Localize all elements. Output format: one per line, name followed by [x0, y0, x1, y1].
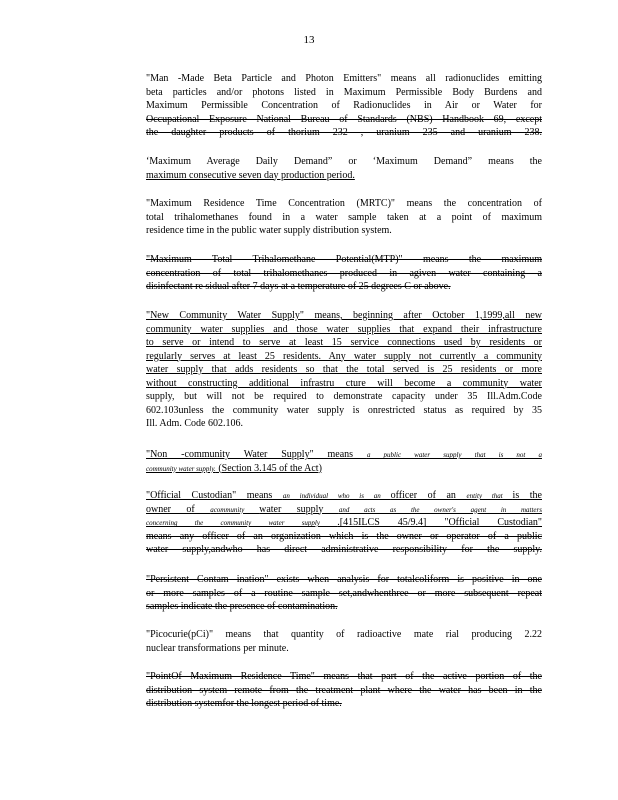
definition-text-segment: water supply,andwho has direct administrative responsibility for the supply.	[146, 544, 542, 555]
definition-text-segment: "Man -Made Beta Particle and Photon Emitters" means all radionuclides emitting	[146, 73, 542, 84]
definition-line	[146, 169, 542, 183]
definition-text-segment: a public water supply that is not a	[366, 451, 542, 459]
definition-text-segment: "Non -community Water Supply" means	[146, 449, 367, 460]
definition-line	[146, 448, 542, 462]
definition-line	[146, 350, 542, 364]
definition-text-segment: water supply	[259, 503, 339, 515]
definition-man-made-beta	[146, 72, 542, 140]
definition-line	[146, 72, 542, 86]
definition-line	[146, 309, 542, 323]
definition-text-segment: "Picocurie(pCi)" means that quantity of radioactive mate rial producing 2.22	[146, 629, 542, 640]
definition-text-segment: distribution system remote from the treatment plant where the water has been in the	[146, 684, 542, 696]
definition-text-segment: and acts as the owner's agent in matters	[338, 505, 542, 514]
page-number: 13	[303, 34, 315, 46]
definition-text-segment: .[415ILCS 45/9.4] "Official Custodian"	[337, 517, 542, 528]
definition-line	[146, 99, 542, 113]
definition-line	[146, 587, 542, 601]
definition-line	[146, 323, 542, 337]
definition-line	[146, 336, 542, 350]
definition-line	[146, 600, 542, 614]
definition-text-segment: Occupational Exposure National Bureau of Standards (NBS) Handbook 69, except	[146, 113, 542, 125]
definition-text-segment: nuclear transformations per minute.	[146, 642, 289, 654]
definition-text-segment: or more samples of a routine sample set,andwhenthree or more subsequent repeat	[146, 587, 542, 599]
definition-text-segment: total trihalomethanes found in a water sample taken at a point of maximum	[146, 211, 542, 223]
definition-line	[146, 417, 542, 431]
definition-text-segment: means any officer of an organization which is the owner or operator of a public	[146, 530, 542, 542]
definition-text-segment: disinfectant re sidual after 7 days at a temperature of 25 degrees C or above.	[146, 281, 451, 292]
definition-text-segment: regularly serves at least 25 residents. Any water supply not currently a community	[146, 350, 542, 362]
definition-line	[146, 462, 542, 476]
definition-new-community-water-supply	[146, 309, 542, 431]
definition-line	[146, 197, 542, 211]
definition-text-segment: "Official Custodian" means	[146, 490, 283, 501]
definition-line	[146, 155, 542, 169]
definition-text-segment: "New Community Water Supply" means, beginning after October 1,1999,all new	[146, 310, 542, 321]
definition-text-segment: concentration of total trihalomethanes produced in agiven water containing a	[146, 267, 542, 279]
definition-text-segment: officer of an	[390, 490, 467, 501]
definition-text-segment: water supply that adds residents so that the total served is 25 residents or more	[146, 364, 542, 375]
definition-maximum-average-daily-demand	[146, 155, 542, 182]
definition-text-segment: "Maximum Total Trihalomethane Potential(MTP)" means the maximum	[146, 254, 542, 265]
definition-line	[146, 377, 542, 391]
definition-line	[146, 697, 542, 711]
definition-text-segment: Ill. Adm. Code 602.106.	[146, 418, 243, 429]
definition-text-segment: owner of	[146, 503, 211, 515]
definition-text-segment: distribution systemfor the longest period of time.	[146, 698, 342, 709]
definition-line	[146, 503, 542, 517]
definition-text-segment: community water supply.	[146, 464, 216, 473]
definition-picocurie	[146, 628, 542, 655]
definition-text-segment: without constructing additional infrastru cture will become a community water	[146, 377, 542, 389]
definition-line	[146, 126, 542, 140]
definition-line	[146, 113, 542, 127]
definition-text-segment: residence time in the public water supply distribution system.	[146, 225, 392, 236]
definition-text-segment: (Section 3.145 of the Act)	[215, 462, 322, 474]
definition-text-segment: to serve or intend to serve at least 15 service connections used by residents or	[146, 337, 542, 348]
definition-point-of-maximum-residence-time	[146, 670, 542, 711]
definition-line	[146, 267, 542, 281]
definition-official-custodian	[146, 489, 542, 557]
definition-mttp	[146, 253, 542, 294]
definition-persistent-contamination	[146, 573, 542, 614]
definition-text-segment: "PointOf Maximum Residence Time" means that part of the active portion of the	[146, 671, 542, 682]
definition-line	[146, 211, 542, 225]
definition-non-community-water-supply	[146, 448, 542, 475]
definition-text-segment: community water supplies and those water supplies that expand their infrastructure	[146, 323, 542, 335]
definition-text-segment: beta particles and/or photons listed in Maximum Permissible Body Burdens and	[146, 86, 542, 98]
definition-text-segment: acommunity	[210, 505, 260, 514]
definition-text-segment: Maximum Permissible Concentration of Radionuclides in Air or Water for	[146, 100, 542, 111]
definition-text-segment: an individual who is an	[282, 492, 391, 500]
definition-line	[146, 86, 542, 100]
definition-text-segment: "Maximum Residence Time Concentration (MRTC)" means the concentration of	[146, 198, 542, 209]
definition-line	[146, 684, 542, 698]
definition-text-segment: the daughter products of thorium 232 , uranium 235 and uranium 238.	[146, 127, 542, 138]
definition-line	[146, 224, 542, 238]
definition-line	[146, 670, 542, 684]
definition-line	[146, 573, 542, 587]
definition-line	[146, 628, 542, 642]
definition-line	[146, 530, 542, 544]
definition-text-segment: entity that	[466, 492, 513, 500]
definition-line	[146, 390, 542, 404]
definition-line	[146, 363, 542, 377]
definition-line	[146, 489, 542, 503]
definition-text-segment: 602.103unless the community water supply is onrestricted status as required by 35	[146, 404, 542, 416]
definition-text-segment: is the	[512, 490, 542, 501]
definition-line	[146, 543, 542, 557]
definition-mrtc	[146, 197, 542, 238]
definition-line	[146, 280, 542, 294]
definition-line	[146, 642, 542, 656]
definition-text-segment: ‘Maximum Average Daily Demand” or ‘Maximum Demand” means the	[146, 156, 542, 167]
definition-text-segment: samples indicate the presence of contamination.	[146, 601, 338, 612]
definition-text-segment: "Persistent Contam ination" exists when analysis for totalcoliform is positive in one	[146, 574, 542, 585]
definition-text-segment: maximum consecutive seven day production period.	[146, 169, 355, 181]
definition-line	[146, 253, 542, 267]
definition-text-segment: concerning the community water supply	[146, 519, 338, 527]
definition-text-segment: supply, but will not be required to demonstrate capacity under 35 Ill.Adm.Code	[146, 391, 542, 402]
definition-line	[146, 516, 542, 530]
definition-line	[146, 404, 542, 418]
